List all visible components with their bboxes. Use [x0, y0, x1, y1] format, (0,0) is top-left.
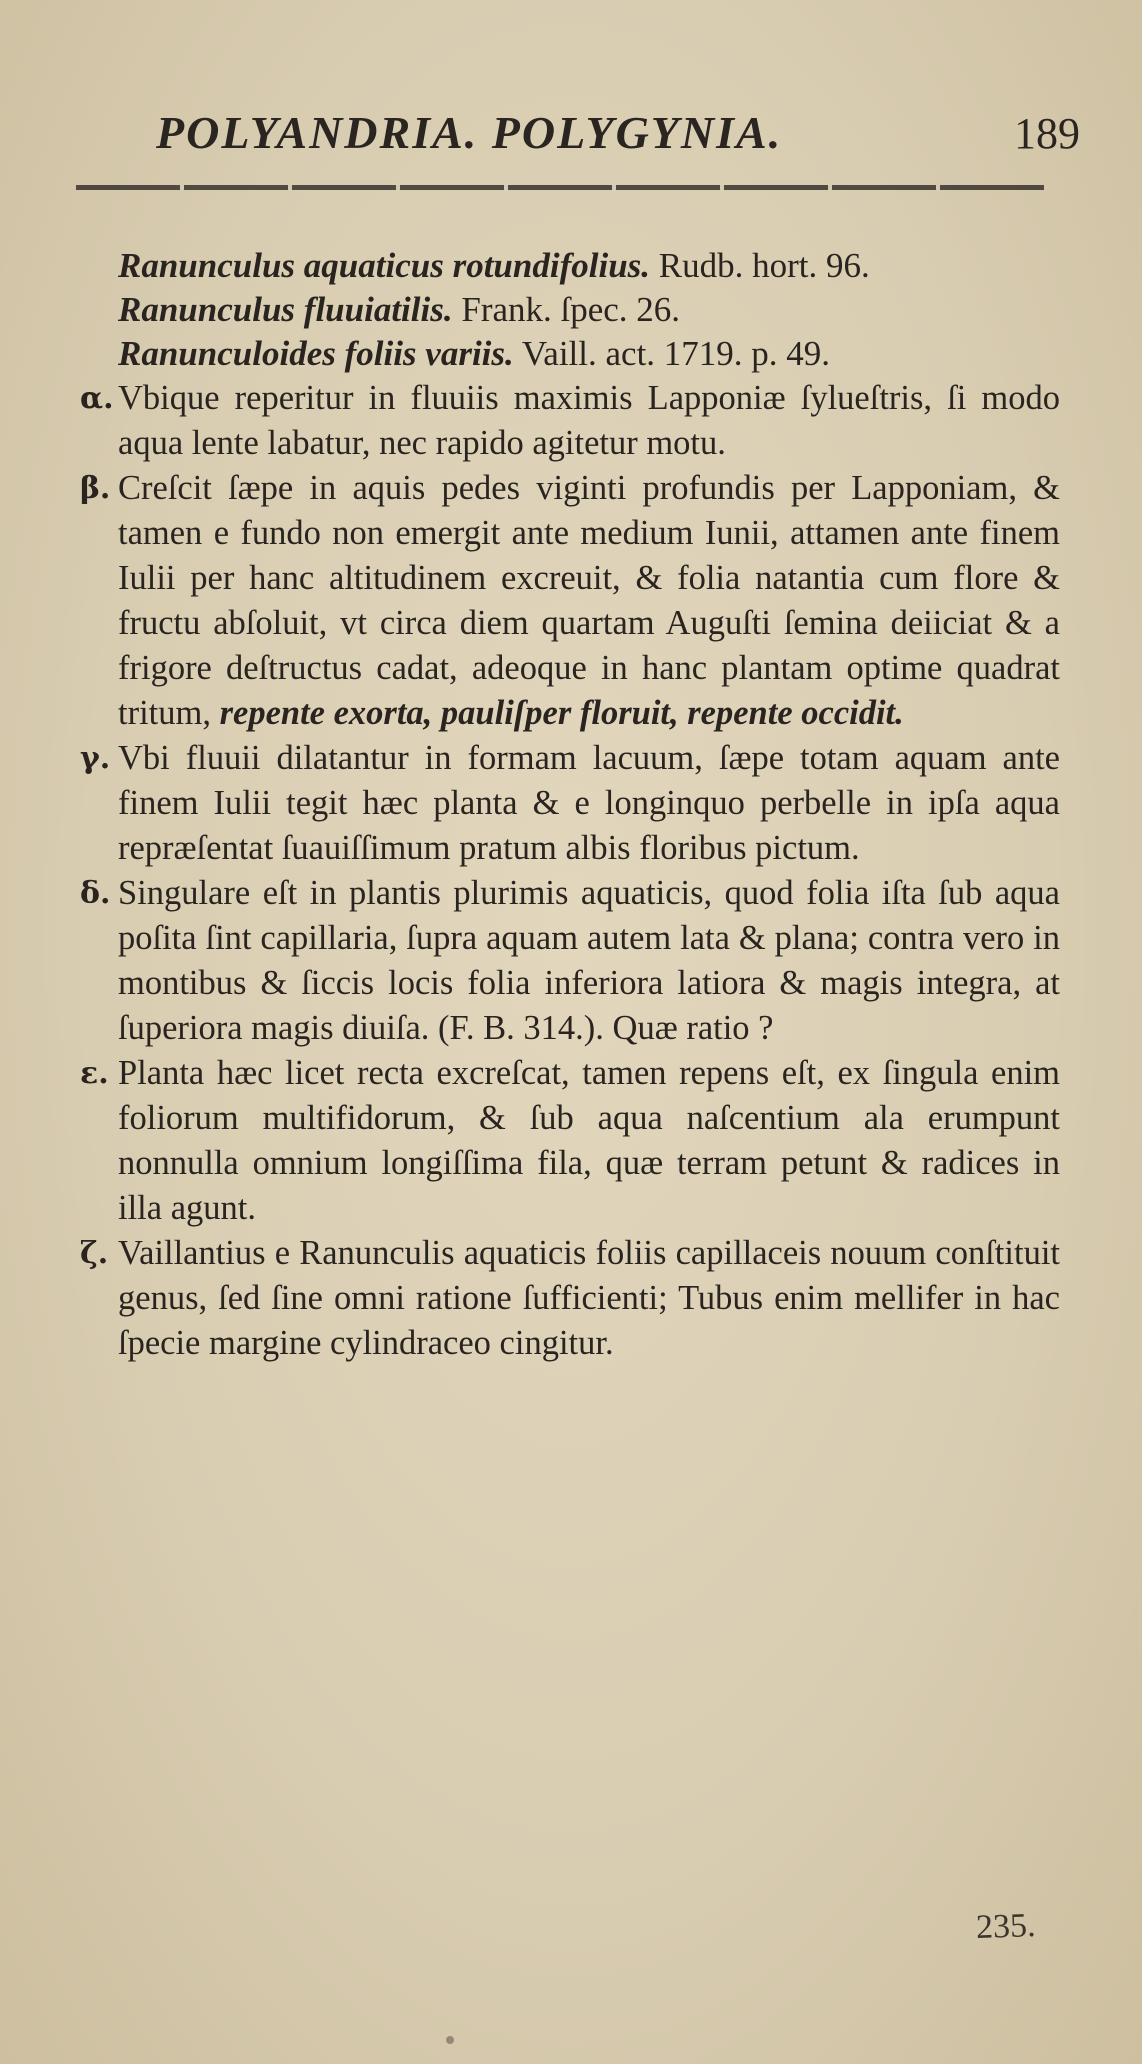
- paragraph-text: Vbique reperitur in fluuiis maximis Lapponiæ ſylueſtris, ſi modo aqua lente labatur, nec rapido agitetur motu.: [118, 379, 1060, 462]
- page-header: [150, 100, 1080, 170]
- paragraph-marker: ε.: [80, 1056, 109, 1091]
- observation-paragraph: [80, 871, 1060, 1051]
- running-title: POLYANDRIA. POLYGYNIA.: [156, 107, 783, 158]
- reference-source: Vaill. act. 1719. p. 49.: [513, 334, 831, 373]
- observation-paragraph: [80, 1051, 1060, 1231]
- reference-line: [80, 332, 1060, 376]
- paragraph-emphasis: repente exorta, pauliſper floruit, repente occidit.: [219, 694, 904, 732]
- observation-paragraph: [80, 376, 1060, 466]
- paragraph-text: Singulare eſt in plantis plurimis aquaticis, quod folia iſta ſub aqua poſita ſint capillaria, ſupra aquam autem lata & plana; contra vero in montibus & ſiccis locis folia inferiora latiora & magis integra, at ſuperiora magis diuiſa. (F. B. 314.). Quæ ratio ?: [118, 874, 1060, 1047]
- observation-paragraph: [80, 1231, 1060, 1366]
- header-rule: [76, 185, 1046, 190]
- reference-latin-name: Ranunculus fluuiatilis.: [118, 290, 453, 329]
- paragraph-marker: β.: [80, 471, 111, 506]
- reference-source: Frank. ſpec. 26.: [452, 290, 681, 329]
- page-number: 189: [1014, 109, 1080, 158]
- reference-line: [80, 288, 1060, 332]
- reference-line: [80, 244, 1060, 288]
- observation-paragraph: [80, 736, 1060, 871]
- paragraph-text: Creſcit ſæpe in aquis pedes viginti profundis per Lapponiam, & tamen e fundo non emergit ante medium Iunii, attamen ante finem Iulii per hanc altitudinem excreuit, & folia natantia cum flore & fructu abſoluit, vt circa diem quartam Auguſti ſemina deiiciat & a frigore deſtructus cadat, adeoque in hanc plantam optime quadrat tritum,: [118, 469, 1060, 732]
- paragraph-text: Vaillantius e Ranunculis aquaticis foliis capillaceis nouum conſtituit genus, ſed ſine omni ratione ſufficienti; Tubus enim mellifer in hac ſpecie margine cylindraceo cingitur.: [118, 1234, 1060, 1362]
- paragraph-marker: γ.: [80, 741, 111, 776]
- reference-source: Rudb. hort. 96.: [650, 246, 870, 285]
- paragraph-text: Planta hæc licet recta excreſcat, tamen repens eſt, ex ſingula enim foliorum multifidorum, & ſub aqua naſcentium ala erumpunt nonnulla omnium longiſſima fila, quæ terram petunt & radices in illa agunt.: [118, 1054, 1060, 1227]
- paragraph-marker: ζ.: [80, 1236, 109, 1271]
- paper-spot: [446, 2036, 454, 2044]
- observation-paragraph: [80, 466, 1060, 736]
- page-content: [80, 244, 1060, 1366]
- paragraph-marker: α.: [80, 381, 114, 416]
- paragraph-marker: δ.: [80, 876, 111, 911]
- catchword: 235.: [975, 1906, 1037, 1947]
- reference-latin-name: Ranunculoides foliis variis.: [118, 334, 514, 373]
- reference-latin-name: Ranunculus aquaticus rotundifolius.: [118, 246, 651, 285]
- paragraph-text: Vbi fluuii dilatantur in formam lacuum, ſæpe totam aquam ante finem Iulii tegit hæc planta & e longinquo perbelle in ipſa aqua repræſentat ſuauiſſimum pratum albis floribus pictum.: [118, 739, 1060, 867]
- paragraph-text-block: [118, 466, 1060, 736]
